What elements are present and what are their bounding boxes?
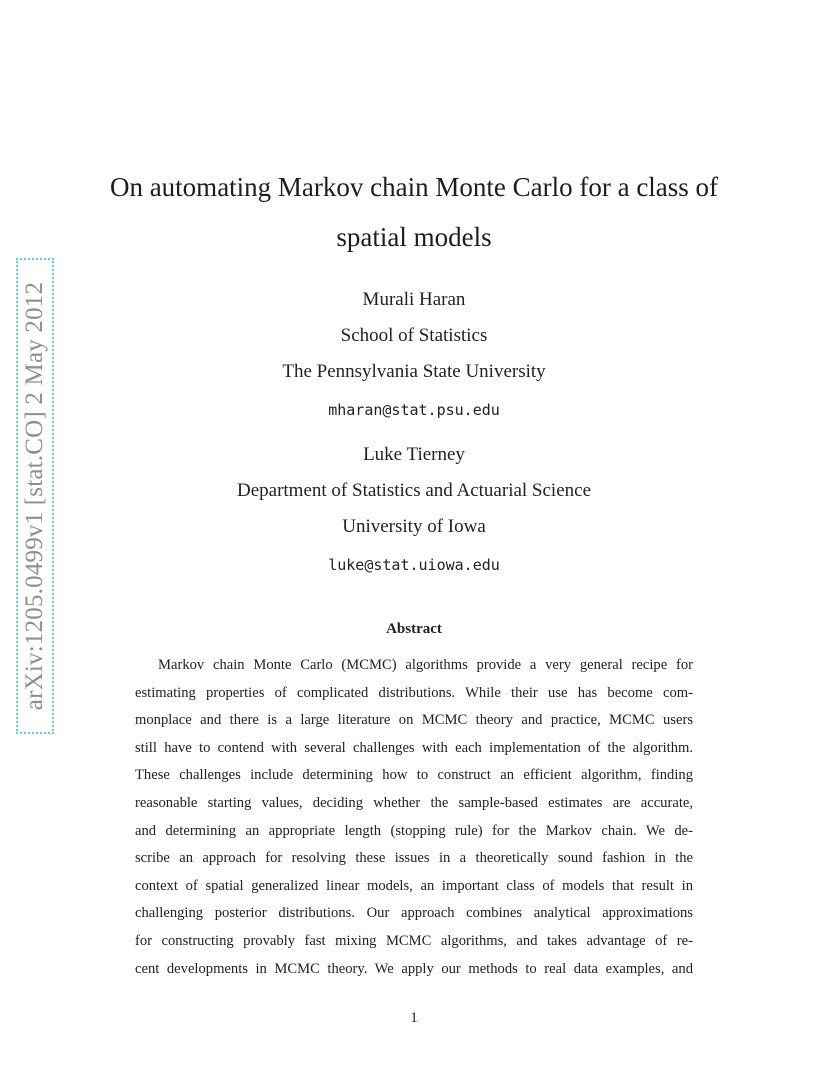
abstract-line: for constructing provably fast mixing MCMC algorithms, and takes advantage of re- bbox=[135, 932, 693, 949]
author-2-department: Department of Statistics and Actuarial Science bbox=[236, 480, 592, 501]
abstract-line: Markov chain Monte Carlo (MCMC) algorithms provide a very general recipe for bbox=[158, 657, 693, 673]
abstract-line: estimating properties of complicated distributions. While their use has become com- bbox=[135, 684, 693, 701]
author-1-email[interactable]: mharan@stat.psu.edu bbox=[328, 401, 500, 419]
paper-title-line-1: On automating Markov chain Monte Carlo for a class of bbox=[109, 172, 719, 202]
abstract-line: still have to contend with several challenges with each implementation of the algorithm. bbox=[135, 739, 693, 756]
page-number: 1 bbox=[410, 1010, 418, 1026]
abstract-line: challenging posterior distributions. Our approach combines analytical approximations bbox=[135, 905, 693, 922]
abstract-line: context of spatial generalized linear models, an important class of models that result in bbox=[135, 877, 693, 894]
abstract-line: cent developments in MCMC theory. We apply our methods to real data examples, and bbox=[135, 960, 693, 977]
author-1-institution: The Pennsylvania State University bbox=[282, 361, 546, 382]
paper-title bbox=[60, 162, 768, 262]
author-2-name: Luke Tierney bbox=[363, 444, 465, 465]
abstract-heading: Abstract bbox=[386, 621, 442, 637]
abstract-line: monplace and there is a large literature on MCMC theory and practice, MCMC users bbox=[135, 712, 693, 729]
arxiv-identifier[interactable]: arXiv:1205.0499v1 [stat.CO] 2 May 2012 bbox=[21, 281, 48, 711]
abstract-line: These challenges include determining how to construct an efficient algorithm, finding bbox=[135, 767, 693, 784]
abstract-line: reasonable starting values, deciding whether the sample-based estimates are accurate, bbox=[135, 794, 693, 811]
abstract-body bbox=[135, 652, 693, 983]
abstract-line: scribe an approach for resolving these issues in a theoretically sound fashion in the bbox=[135, 850, 693, 867]
author-2-email[interactable]: luke@stat.uiowa.edu bbox=[328, 556, 500, 574]
author-2-institution: University of Iowa bbox=[342, 516, 486, 537]
paper-title-line-2: spatial models bbox=[336, 222, 492, 252]
author-1-name: Murali Haran bbox=[362, 289, 466, 310]
author-1-department: School of Statistics bbox=[340, 325, 488, 346]
abstract-line: and determining an appropriate length (stopping rule) for the Markov chain. We de- bbox=[135, 822, 693, 839]
